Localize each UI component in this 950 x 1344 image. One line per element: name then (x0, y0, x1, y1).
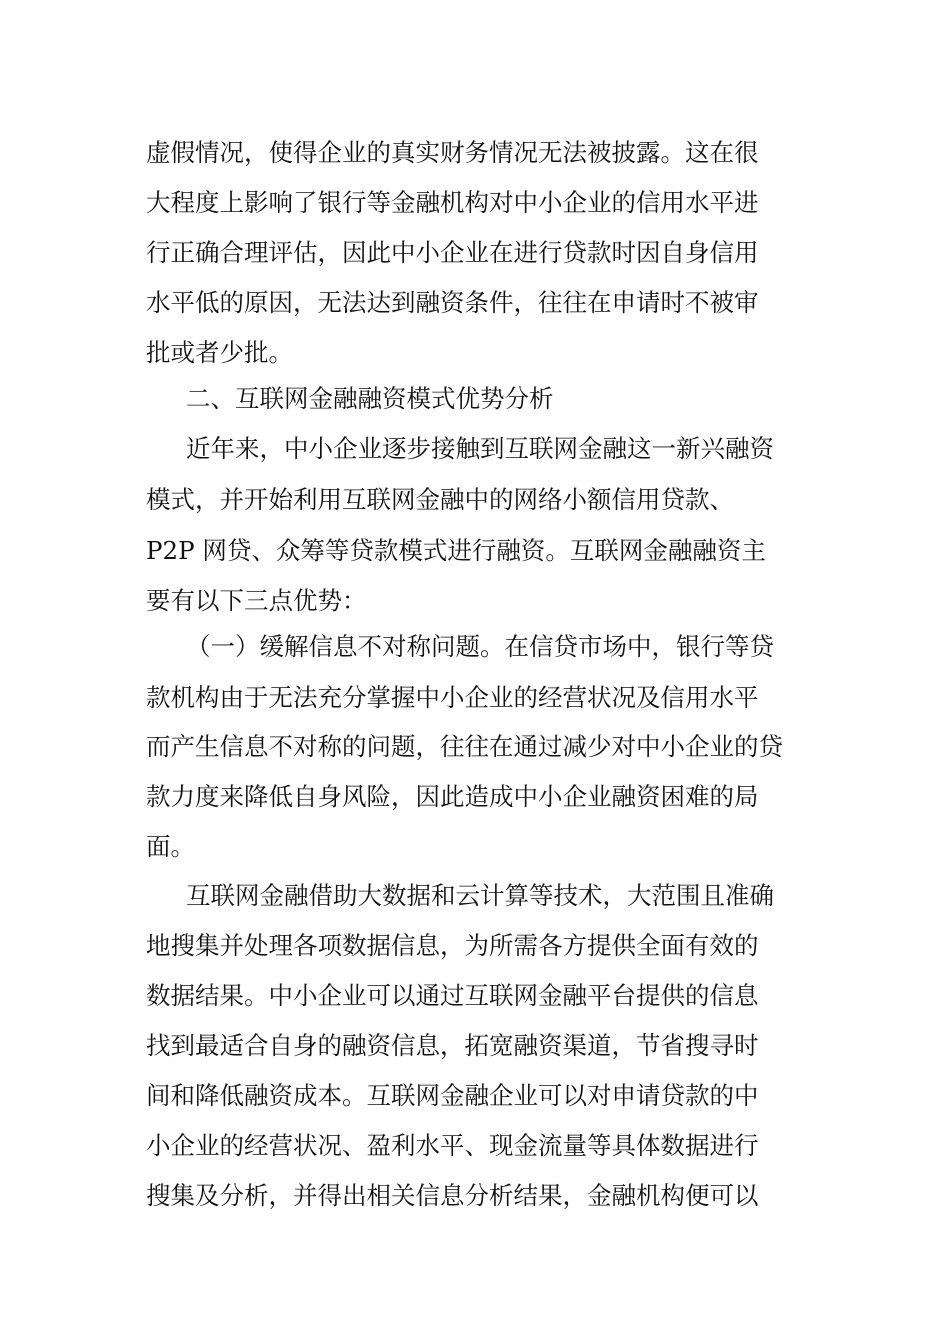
paragraph-line: 批或者少批。 (146, 338, 293, 367)
paragraph-line: P2P 网贷、众筹等贷款模式进行融资。互联网金融融资主 (146, 536, 766, 565)
paragraph-line: 数据结果。中小企业可以通过互联网金融平台提供的信息 (146, 981, 759, 1010)
paragraph-line: 近年来，中小企业逐步接触到互联网金融这一新兴融资 (186, 434, 774, 463)
paragraph-line: 地搜集并处理各项数据信息，为所需各方提供全面有效的 (146, 931, 759, 960)
paragraph-line: 要有以下三点优势： (146, 586, 367, 615)
paragraph-line: 款力度来降低自身风险，因此造成中小企业融资困难的局 (146, 782, 759, 811)
paragraph-line: 小企业的经营状况、盈利水平、现金流量等具体数据进行 (146, 1131, 759, 1160)
paragraph-line: 间和降低融资成本。互联网金融企业可以对申请贷款的中 (146, 1081, 759, 1110)
paragraph-line: 模式，并开始利用互联网金融中的网络小额信用贷款、 (146, 485, 734, 514)
paragraph-line: 找到最适合自身的融资信息，拓宽融资渠道，节省搜寻时 (146, 1031, 759, 1060)
paragraph-line: 水平低的原因，无法达到融资条件，往往在申请时不被审 (146, 288, 759, 317)
paragraph-line: 互联网金融借助大数据和云计算等技术，大范围且准确 (186, 881, 774, 910)
paragraph-line: 行正确合理评估，因此中小企业在进行贷款时因自身信用 (146, 238, 759, 267)
paragraph-line: 大程度上影响了银行等金融机构对中小企业的信用水平进 (146, 188, 759, 217)
paragraph-line: 虚假情况，使得企业的真实财务情况无法被披露。这在很 (146, 138, 759, 167)
paragraph-line: 款机构由于无法充分掌握中小企业的经营状况及信用水平 (146, 683, 759, 712)
paragraph-line: 面。 (146, 832, 195, 861)
paragraph-line: 而产生信息不对称的问题，往往在通过减少对中小企业的贷 (146, 732, 783, 761)
subsection-heading: （一）缓解信息不对称问题。在信贷市场中，银行等贷 (186, 632, 774, 661)
paragraph-line: 搜集及分析，并得出相关信息分析结果，金融机构便可以 (146, 1181, 759, 1210)
section-heading: 二、互联网金融融资模式优势分析 (186, 384, 554, 413)
